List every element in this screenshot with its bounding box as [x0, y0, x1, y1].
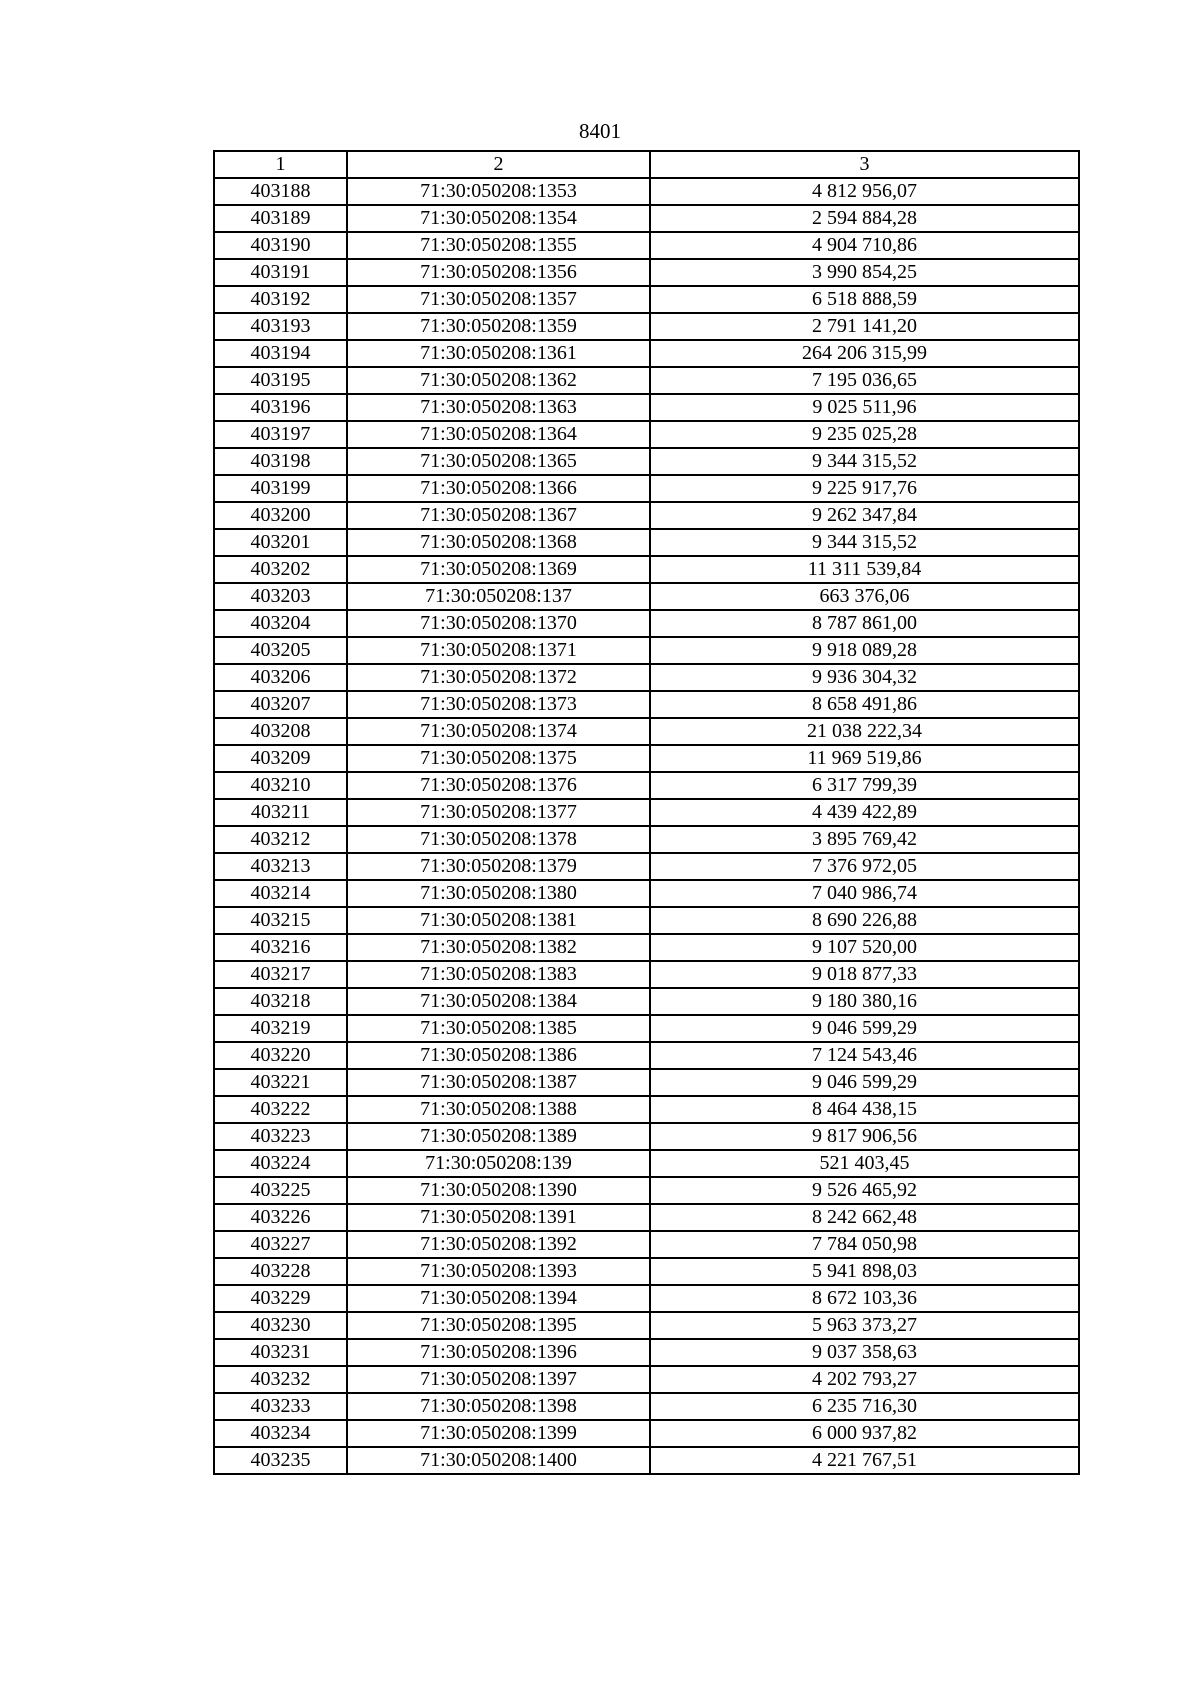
row-number-cell: 403204: [214, 610, 347, 637]
cadastral-number-cell: 71:30:050208:1393: [347, 1258, 650, 1285]
cadastral-value-cell: 8 787 861,00: [650, 610, 1079, 637]
row-number-cell: 403223: [214, 1123, 347, 1150]
row-number-cell: 403214: [214, 880, 347, 907]
cadastral-value-cell: 264 206 315,99: [650, 340, 1079, 367]
row-number-cell: 403226: [214, 1204, 347, 1231]
cadastral-number-cell: 71:30:050208:1375: [347, 745, 650, 772]
table-row: [214, 718, 1079, 745]
cadastral-number-cell: 71:30:050208:1368: [347, 529, 650, 556]
cadastral-number-cell: 71:30:050208:1388: [347, 1096, 650, 1123]
cadastral-number-cell: 71:30:050208:1361: [347, 340, 650, 367]
table-row: [214, 1231, 1079, 1258]
cadastral-value-cell: 9 526 465,92: [650, 1177, 1079, 1204]
page-number-text: 8401: [579, 119, 621, 143]
cadastral-value-cell: 521 403,45: [650, 1150, 1079, 1177]
table-row: [214, 961, 1079, 988]
table-row: [214, 1393, 1079, 1420]
row-number-cell: 403222: [214, 1096, 347, 1123]
cadastral-number-cell: 71:30:050208:1363: [347, 394, 650, 421]
cadastral-number-cell: 71:30:050208:1382: [347, 934, 650, 961]
table-row: [214, 853, 1079, 880]
column-header-1: 1: [214, 151, 347, 178]
row-number-cell: 403216: [214, 934, 347, 961]
cadastral-number-cell: 71:30:050208:1376: [347, 772, 650, 799]
table-row: [214, 1447, 1079, 1474]
cadastral-number-cell: 71:30:050208:1362: [347, 367, 650, 394]
cadastral-number-cell: 71:30:050208:1366: [347, 475, 650, 502]
row-number-cell: 403221: [214, 1069, 347, 1096]
cadastral-value-cell: 9 235 025,28: [650, 421, 1079, 448]
cadastral-value-cell: 9 025 511,96: [650, 394, 1079, 421]
column-header-2: 2: [347, 151, 650, 178]
cadastral-value-cell: 4 202 793,27: [650, 1366, 1079, 1393]
row-number-cell: 403195: [214, 367, 347, 394]
table-row: [214, 1258, 1079, 1285]
cadastral-number-cell: 71:30:050208:1397: [347, 1366, 650, 1393]
cadastral-number-cell: 71:30:050208:1370: [347, 610, 650, 637]
cadastral-number-cell: 71:30:050208:1367: [347, 502, 650, 529]
table-row: [214, 1123, 1079, 1150]
cadastral-value-cell: 9 018 877,33: [650, 961, 1079, 988]
table-row: [214, 610, 1079, 637]
cadastral-number-cell: 71:30:050208:1354: [347, 205, 650, 232]
row-number-cell: 403205: [214, 637, 347, 664]
row-number-cell: 403217: [214, 961, 347, 988]
cadastral-number-cell: 71:30:050208:1373: [347, 691, 650, 718]
table-row: [214, 664, 1079, 691]
table-row: [214, 448, 1079, 475]
row-number-cell: 403219: [214, 1015, 347, 1042]
cadastral-value-cell: 9 936 304,32: [650, 664, 1079, 691]
cadastral-number-cell: 71:30:050208:1396: [347, 1339, 650, 1366]
table-row: [214, 529, 1079, 556]
cadastral-number-cell: 71:30:050208:137: [347, 583, 650, 610]
table-row: [214, 1177, 1079, 1204]
row-number-cell: 403213: [214, 853, 347, 880]
page-number: [0, 118, 1200, 144]
row-number-cell: 403193: [214, 313, 347, 340]
cadastral-value-cell: 9 344 315,52: [650, 529, 1079, 556]
cadastral-value-cell: 9 037 358,63: [650, 1339, 1079, 1366]
table-row: [214, 340, 1079, 367]
row-number-cell: 403200: [214, 502, 347, 529]
cadastral-value-cell: 7 376 972,05: [650, 853, 1079, 880]
table-row: [214, 1366, 1079, 1393]
cadastral-value-cell: 7 040 986,74: [650, 880, 1079, 907]
row-number-cell: 403227: [214, 1231, 347, 1258]
cadastral-value-cell: 3 990 854,25: [650, 259, 1079, 286]
row-number-cell: 403220: [214, 1042, 347, 1069]
row-number-cell: 403231: [214, 1339, 347, 1366]
row-number-cell: 403229: [214, 1285, 347, 1312]
table-row: [214, 394, 1079, 421]
cadastral-value-cell: 8 672 103,36: [650, 1285, 1079, 1312]
row-number-cell: 403191: [214, 259, 347, 286]
table-row: [214, 205, 1079, 232]
cadastral-value-cell: 8 242 662,48: [650, 1204, 1079, 1231]
row-number-cell: 403235: [214, 1447, 347, 1474]
cadastral-number-cell: 71:30:050208:139: [347, 1150, 650, 1177]
table-row: [214, 772, 1079, 799]
cadastral-number-cell: 71:30:050208:1392: [347, 1231, 650, 1258]
row-number-cell: 403210: [214, 772, 347, 799]
cadastral-value-cell: 9 225 917,76: [650, 475, 1079, 502]
cadastral-value-cell: 7 784 050,98: [650, 1231, 1079, 1258]
row-number-cell: 403188: [214, 178, 347, 205]
cadastral-number-cell: 71:30:050208:1399: [347, 1420, 650, 1447]
cadastral-number-cell: 71:30:050208:1386: [347, 1042, 650, 1069]
row-number-cell: 403230: [214, 1312, 347, 1339]
row-number-cell: 403208: [214, 718, 347, 745]
row-number-cell: 403196: [214, 394, 347, 421]
cadastral-number-cell: 71:30:050208:1395: [347, 1312, 650, 1339]
table-row: [214, 907, 1079, 934]
row-number-cell: 403202: [214, 556, 347, 583]
table-row: [214, 637, 1079, 664]
cadastral-value-cell: 6 518 888,59: [650, 286, 1079, 313]
table-row: [214, 691, 1079, 718]
cadastral-value-cell: 8 690 226,88: [650, 907, 1079, 934]
row-number-cell: 403207: [214, 691, 347, 718]
table-row: [214, 421, 1079, 448]
cadastral-number-cell: 71:30:050208:1355: [347, 232, 650, 259]
cadastral-value-cell: 9 262 347,84: [650, 502, 1079, 529]
row-number-cell: 403209: [214, 745, 347, 772]
row-number-cell: 403212: [214, 826, 347, 853]
table-row: [214, 1096, 1079, 1123]
table-row: [214, 502, 1079, 529]
cadastral-value-cell: 11 969 519,86: [650, 745, 1079, 772]
table-row: [214, 232, 1079, 259]
cadastral-value-cell: 5 941 898,03: [650, 1258, 1079, 1285]
cadastral-value-cell: 4 904 710,86: [650, 232, 1079, 259]
cadastral-value-cell: 4 439 422,89: [650, 799, 1079, 826]
cadastral-value-cell: 11 311 539,84: [650, 556, 1079, 583]
cadastral-value-cell: 2 791 141,20: [650, 313, 1079, 340]
cadastral-number-cell: 71:30:050208:1372: [347, 664, 650, 691]
cadastral-number-cell: 71:30:050208:1378: [347, 826, 650, 853]
cadastral-number-cell: 71:30:050208:1400: [347, 1447, 650, 1474]
cadastral-number-cell: 71:30:050208:1385: [347, 1015, 650, 1042]
cadastral-value-cell: 6 235 716,30: [650, 1393, 1079, 1420]
cadastral-value-cell: 8 658 491,86: [650, 691, 1079, 718]
row-number-cell: 403233: [214, 1393, 347, 1420]
cadastral-number-cell: 71:30:050208:1381: [347, 907, 650, 934]
cadastral-number-cell: 71:30:050208:1383: [347, 961, 650, 988]
cadastral-value-cell: 3 895 769,42: [650, 826, 1079, 853]
cadastral-value-cell: 9 046 599,29: [650, 1069, 1079, 1096]
row-number-cell: 403197: [214, 421, 347, 448]
cadastral-value-table: [213, 150, 1080, 1475]
cadastral-number-cell: 71:30:050208:1353: [347, 178, 650, 205]
table-row: [214, 1015, 1079, 1042]
cadastral-number-cell: 71:30:050208:1364: [347, 421, 650, 448]
table-row: [214, 1420, 1079, 1447]
table-row: [214, 259, 1079, 286]
cadastral-number-cell: 71:30:050208:1377: [347, 799, 650, 826]
cadastral-number-cell: 71:30:050208:1398: [347, 1393, 650, 1420]
row-number-cell: 403203: [214, 583, 347, 610]
cadastral-value-cell: 9 046 599,29: [650, 1015, 1079, 1042]
row-number-cell: 403224: [214, 1150, 347, 1177]
row-number-cell: 403225: [214, 1177, 347, 1204]
cadastral-value-cell: 9 817 906,56: [650, 1123, 1079, 1150]
cadastral-number-cell: 71:30:050208:1356: [347, 259, 650, 286]
cadastral-value-cell: 7 124 543,46: [650, 1042, 1079, 1069]
table-header-row: [214, 151, 1079, 178]
cadastral-number-cell: 71:30:050208:1357: [347, 286, 650, 313]
table-row: [214, 556, 1079, 583]
row-number-cell: 403201: [214, 529, 347, 556]
table-row: [214, 745, 1079, 772]
row-number-cell: 403199: [214, 475, 347, 502]
table-header: [214, 151, 1079, 178]
cadastral-value-cell: 6 317 799,39: [650, 772, 1079, 799]
row-number-cell: 403190: [214, 232, 347, 259]
cadastral-number-cell: 71:30:050208:1365: [347, 448, 650, 475]
table-row: [214, 313, 1079, 340]
row-number-cell: 403215: [214, 907, 347, 934]
cadastral-value-cell: 6 000 937,82: [650, 1420, 1079, 1447]
cadastral-number-cell: 71:30:050208:1384: [347, 988, 650, 1015]
row-number-cell: 403234: [214, 1420, 347, 1447]
cadastral-value-cell: 4 812 956,07: [650, 178, 1079, 205]
cadastral-number-cell: 71:30:050208:1390: [347, 1177, 650, 1204]
table-row: [214, 934, 1079, 961]
row-number-cell: 403218: [214, 988, 347, 1015]
cadastral-number-cell: 71:30:050208:1394: [347, 1285, 650, 1312]
table-row: [214, 1150, 1079, 1177]
table-row: [214, 826, 1079, 853]
cadastral-value-cell: 663 376,06: [650, 583, 1079, 610]
row-number-cell: 403206: [214, 664, 347, 691]
cadastral-number-cell: 71:30:050208:1391: [347, 1204, 650, 1231]
table-row: [214, 988, 1079, 1015]
table-row: [214, 178, 1079, 205]
table-body: [214, 178, 1079, 1474]
cadastral-value-cell: 2 594 884,28: [650, 205, 1079, 232]
column-header-3: 3: [650, 151, 1079, 178]
table-row: [214, 1312, 1079, 1339]
row-number-cell: 403211: [214, 799, 347, 826]
cadastral-number-cell: 71:30:050208:1371: [347, 637, 650, 664]
cadastral-number-cell: 71:30:050208:1379: [347, 853, 650, 880]
table-row: [214, 1042, 1079, 1069]
row-number-cell: 403192: [214, 286, 347, 313]
row-number-cell: 403228: [214, 1258, 347, 1285]
row-number-cell: 403194: [214, 340, 347, 367]
cadastral-value-cell: 9 107 520,00: [650, 934, 1079, 961]
cadastral-value-cell: 5 963 373,27: [650, 1312, 1079, 1339]
cadastral-number-cell: 71:30:050208:1374: [347, 718, 650, 745]
table-row: [214, 583, 1079, 610]
table-row: [214, 286, 1079, 313]
cadastral-value-cell: 21 038 222,34: [650, 718, 1079, 745]
cadastral-number-cell: 71:30:050208:1359: [347, 313, 650, 340]
table-row: [214, 1204, 1079, 1231]
cadastral-value-cell: 9 344 315,52: [650, 448, 1079, 475]
table-row: [214, 475, 1079, 502]
cadastral-value-cell: 7 195 036,65: [650, 367, 1079, 394]
table-row: [214, 799, 1079, 826]
table-row: [214, 1069, 1079, 1096]
table-row: [214, 1285, 1079, 1312]
table-row: [214, 367, 1079, 394]
cadastral-number-cell: 71:30:050208:1387: [347, 1069, 650, 1096]
row-number-cell: 403232: [214, 1366, 347, 1393]
cadastral-value-cell: 9 918 089,28: [650, 637, 1079, 664]
cadastral-number-cell: 71:30:050208:1380: [347, 880, 650, 907]
table-row: [214, 1339, 1079, 1366]
cadastral-value-cell: 4 221 767,51: [650, 1447, 1079, 1474]
cadastral-value-cell: 8 464 438,15: [650, 1096, 1079, 1123]
cadastral-number-cell: 71:30:050208:1389: [347, 1123, 650, 1150]
row-number-cell: 403198: [214, 448, 347, 475]
row-number-cell: 403189: [214, 205, 347, 232]
cadastral-value-cell: 9 180 380,16: [650, 988, 1079, 1015]
cadastral-number-cell: 71:30:050208:1369: [347, 556, 650, 583]
table-row: [214, 880, 1079, 907]
